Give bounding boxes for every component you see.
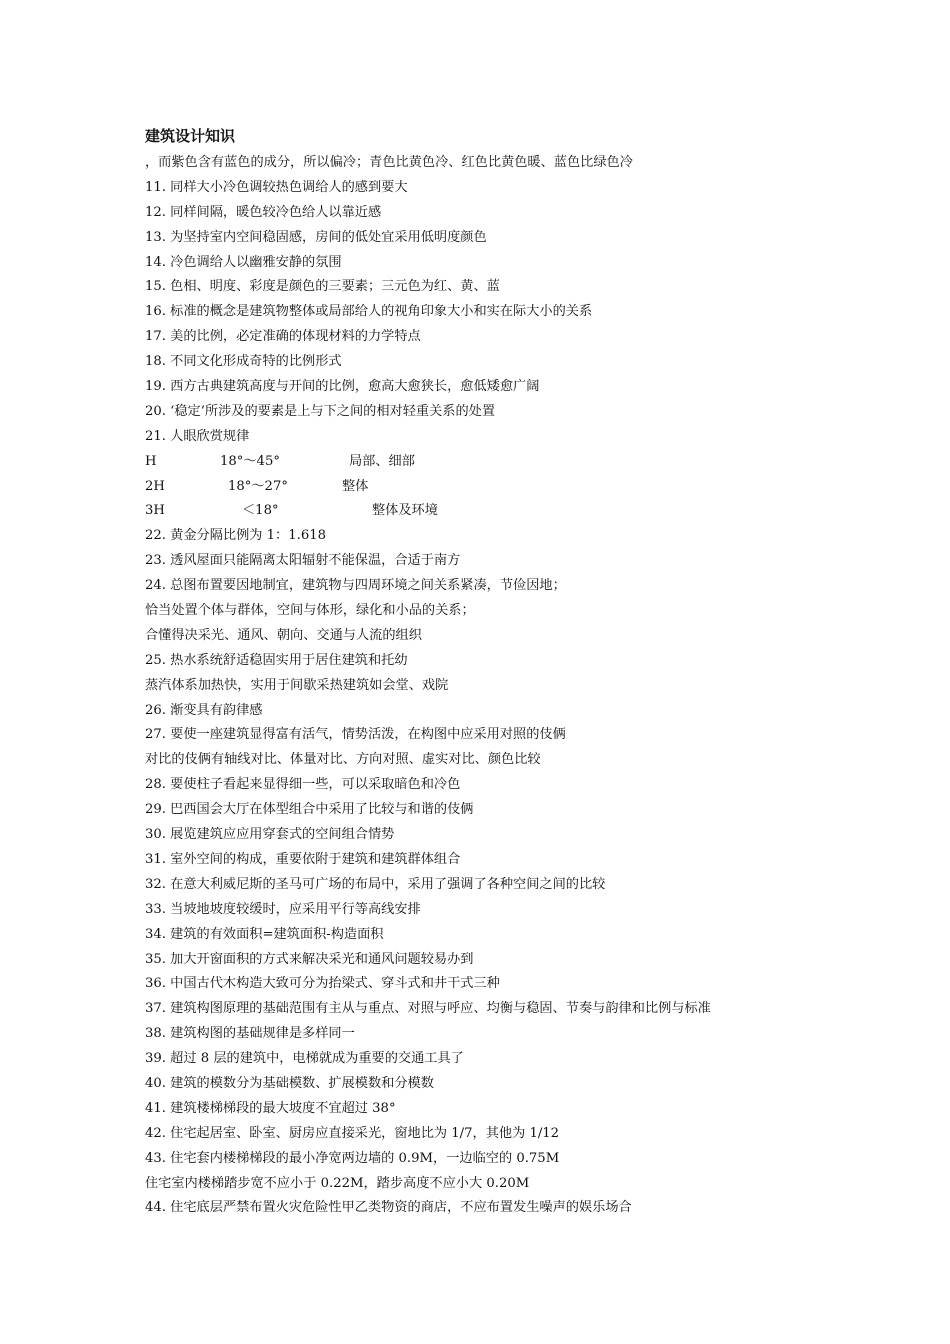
text-line: 27. 要使一座建筑显得富有活气，情势活泼，在构图中应采用对照的伎俩 [145, 727, 566, 743]
text-line: 30. 展览建筑应应用穿套式的空间组合情势 [145, 827, 395, 843]
text-line: 合懂得决采光、通风、朝向、交通与人流的组织 [145, 627, 422, 643]
text-line: 15. 色相、明度、彩度是颜色的三要素；三元色为红、黄、蓝 [145, 279, 500, 295]
document-title: 建筑设计知识 [145, 127, 236, 145]
text-line: 28. 要使柱子看起来显得细一些，可以采取暗色和冷色 [145, 777, 461, 793]
viewing-angle: ＜18° [242, 503, 279, 519]
document-body [145, 151, 925, 1221]
text-line: 26. 渐变具有韵律感 [145, 702, 263, 718]
text-line: 恰当处置个体与群体，空间与体形，绿化和小品的关系； [145, 603, 475, 619]
viewing-distance: 2H [145, 478, 165, 494]
viewing-scope: 整体 [342, 478, 369, 494]
viewing-scope: 局部、细部 [349, 453, 415, 469]
viewing-angle: 18°～27° [228, 478, 288, 494]
text-line: 25. 热水系统舒适稳固实用于居住建筑和托幼 [145, 652, 408, 668]
text-line: ，而紫色含有蓝色的成分，所以偏冷；青色比黄色冷、红色比黄色暖、蓝色比绿色冷 [145, 155, 633, 170]
text-line: 34. 建筑的有效面积=建筑面积-构造面积 [145, 926, 384, 942]
viewing-distance: H [145, 453, 157, 469]
text-line: 43. 住宅套内楼梯梯段的最小净宽两边墙的 0.9M，一边临空的 0.75M [145, 1150, 560, 1166]
text-line: 对比的伎俩有轴线对比、体量对比、方向对照、虚实对比、颜色比较 [145, 752, 541, 768]
viewing-row [145, 499, 925, 524]
text-line: 33. 当坡地坡度较缓时，应采用平行等高线安排 [145, 901, 421, 917]
text-line: 蒸汽体系加热快，实用于间歇采热建筑如会堂、戏院 [145, 677, 449, 693]
text-line: 19. 西方古典建筑高度与开间的比例，愈高大愈狭长，愈低矮愈广阔 [145, 379, 540, 395]
viewing-scope: 整体及环境 [372, 503, 438, 519]
text-line: 14. 冷色调给人以幽雅安静的氛围 [145, 254, 342, 270]
viewing-angle: 18°～45° [220, 453, 280, 469]
text-line: 16. 标准的概念是建筑物整体或局部给人的视角印象大小和实在际大小的关系 [145, 304, 593, 320]
text-line: 31. 室外空间的构成，重要依附于建筑和建筑群体组合 [145, 851, 461, 867]
text-line: 13. 为坚持室内空间稳固感，房间的低处宜采用低明度颜色 [145, 229, 487, 245]
text-line: 22. 黄金分隔比例为 1：1.618 [145, 528, 326, 544]
text-line: 18. 不同文化形成奇特的比例形式 [145, 354, 342, 370]
viewing-row [145, 475, 925, 500]
viewing-row [145, 450, 925, 475]
text-line: 37. 建筑构图原理的基础范围有主从与重点、对照与呼应、均衡与稳固、节奏与韵律和比例与标准 [145, 1001, 711, 1017]
text-line: 24. 总图布置要因地制宜，建筑物与四周环境之间关系紧凑，节俭因地； [145, 578, 566, 594]
text-line: 39. 超过 8 层的建筑中，电梯就成为重要的交通工具了 [145, 1051, 464, 1067]
text-line: 35. 加大开窗面积的方式来解决采光和通风问题较易办到 [145, 951, 474, 967]
text-line: 44. 住宅底层严禁布置火灾危险性甲乙类物资的商店，不应布置发生噪声的娱乐场合 [145, 1200, 632, 1216]
text-line: 40. 建筑的模数分为基础模数、扩展模数和分模数 [145, 1075, 434, 1091]
text-line: 17. 美的比例，必定准确的体现材料的力学特点 [145, 329, 421, 345]
text-line: 29. 巴西国会大厅在体型组合中采用了比较与和谐的伎俩 [145, 802, 474, 818]
text-line: 41. 建筑楼梯梯段的最大坡度不宜超过 38° [145, 1100, 396, 1116]
text-line: 住宅室内楼梯踏步宽不应小于 0.22M，踏步高度不应小大 0.20M [145, 1175, 530, 1191]
text-line: 42. 住宅起居室、卧室、厨房应直接采光，窗地比为 1/7，其他为 1/12 [145, 1125, 560, 1141]
text-line: 12. 同样间隔，暖色较冷色给人以靠近感 [145, 204, 382, 220]
text-line: 11. 同样大小冷色调较热色调给人的感到要大 [145, 179, 408, 195]
text-line: 20. ‘稳定’所涉及的要素是上与下之间的相对轻重关系的处置 [145, 403, 496, 419]
text-line: 23. 透风屋面只能隔离太阳辐射不能保温，合适于南方 [145, 553, 461, 569]
viewing-distance: 3H [145, 503, 165, 519]
text-line: 21. 人眼欣赏规律 [145, 428, 250, 444]
text-line: 38. 建筑构图的基础规律是多样同一 [145, 1026, 355, 1042]
text-line: 32. 在意大利威尼斯的圣马可广场的布局中，采用了强调了各种空间之间的比较 [145, 876, 606, 892]
text-line: 36. 中国古代木构造大致可分为抬梁式、穿斗式和井干式三种 [145, 976, 500, 992]
